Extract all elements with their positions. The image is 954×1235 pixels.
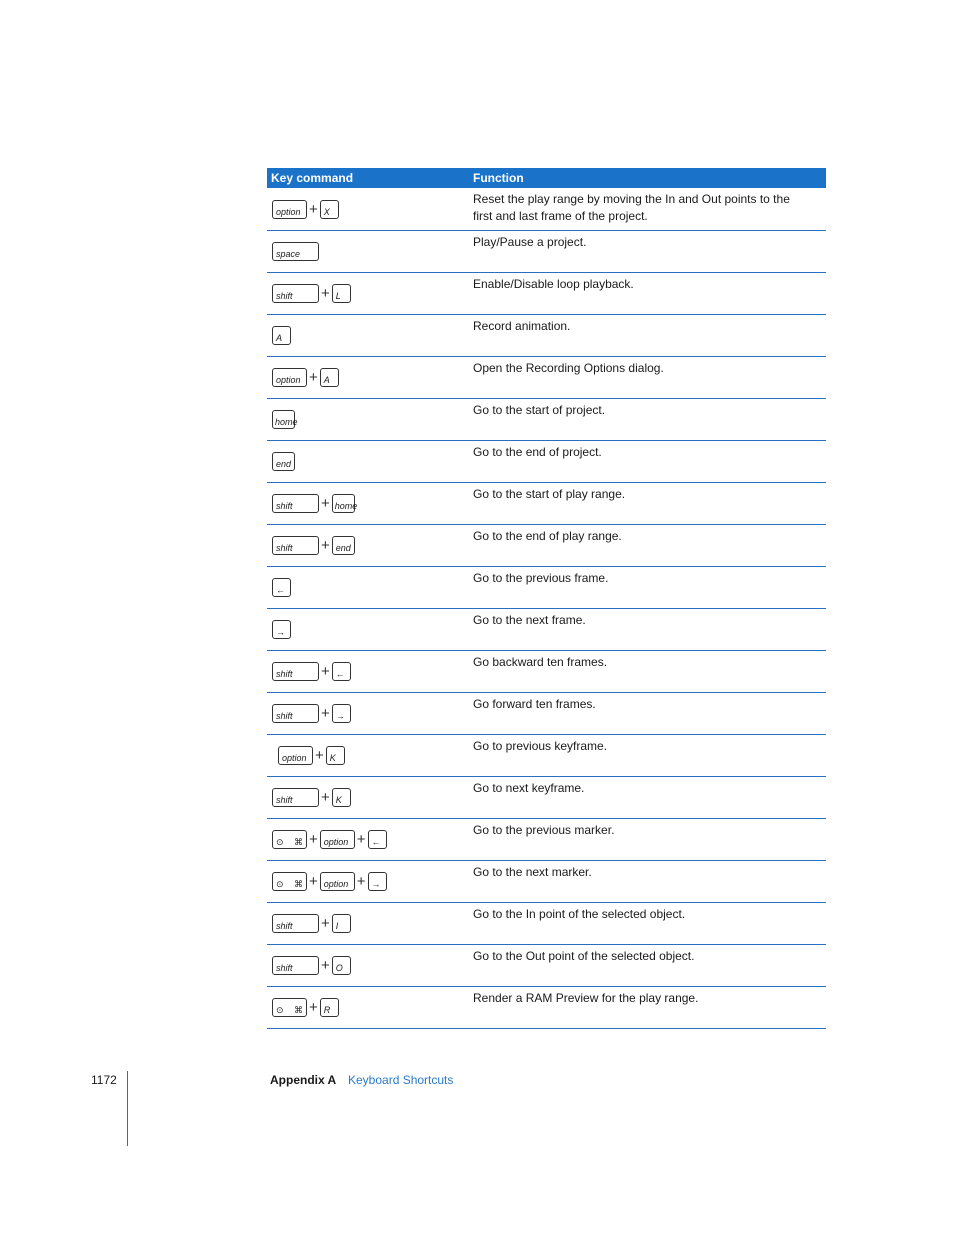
plus-sign: +: [321, 915, 330, 932]
key-combo: [272, 830, 387, 849]
plus-sign: +: [321, 789, 330, 806]
table-row: [267, 231, 826, 273]
key-command-cell: [267, 735, 473, 776]
function-description: Go to the previous marker.: [473, 823, 615, 837]
table-row: [267, 357, 826, 399]
table-row: [267, 399, 826, 441]
key-l: L: [332, 284, 351, 303]
function-description: Open the Recording Options dialog.: [473, 361, 664, 375]
table-row: [267, 987, 826, 1029]
key-a: A: [272, 326, 291, 345]
table-row: [267, 567, 826, 609]
left-arrow-key-icon: ←: [272, 578, 291, 597]
right-arrow-key-icon: →: [272, 620, 291, 639]
plus-sign: +: [309, 369, 318, 386]
key-combo: [272, 956, 351, 975]
shortcut-table: [267, 168, 826, 1029]
plus-sign: +: [309, 831, 318, 848]
key-command-cell: [267, 441, 473, 482]
function-description: Go to the end of play range.: [473, 529, 622, 543]
key-combo: [272, 368, 339, 387]
option-key: option: [320, 872, 355, 891]
key-command-cell: [267, 315, 473, 356]
key-command-cell: [267, 567, 473, 608]
key-r: R: [320, 998, 339, 1017]
key-command-cell: [267, 903, 473, 944]
key-combo: [272, 620, 291, 639]
table-row: [267, 735, 826, 777]
table-row: [267, 273, 826, 315]
command-key-icon: [272, 872, 307, 891]
key-command-cell: [267, 651, 473, 692]
header-key-command: Key command: [271, 171, 354, 185]
table-row: [267, 861, 826, 903]
table-header: [267, 168, 826, 188]
command-key-icon: [272, 830, 307, 849]
function-description: Go to next keyframe.: [473, 781, 585, 795]
plus-sign: +: [321, 285, 330, 302]
key-command-cell: [267, 357, 473, 398]
key-command-cell: [267, 399, 473, 440]
key-command-cell: [267, 777, 473, 818]
table-row: [267, 188, 826, 231]
table-row: [267, 945, 826, 987]
footer-section-link[interactable]: Keyboard Shortcuts: [348, 1073, 454, 1087]
function-description: Go to the Out point of the selected object.: [473, 949, 695, 963]
function-description: Go forward ten frames.: [473, 697, 596, 711]
key-command-cell: [267, 483, 473, 524]
key-combo: [272, 536, 355, 555]
command-icon: ⌘: [294, 1005, 303, 1015]
plus-sign: +: [356, 831, 366, 848]
key-command-cell: [267, 819, 473, 860]
end-key: end: [332, 536, 355, 555]
key-combo: [272, 452, 295, 471]
key-command-cell: [267, 273, 473, 314]
key-combo: [272, 200, 339, 219]
table-row: [267, 777, 826, 819]
option-key: option: [320, 830, 355, 849]
page-number: 1172: [91, 1073, 117, 1087]
plus-sign: +: [309, 999, 318, 1016]
plus-sign: +: [321, 957, 330, 974]
function-description: Go to the In point of the selected object.: [473, 907, 686, 921]
shift-key: shift: [272, 536, 319, 555]
key-combo: [272, 662, 351, 681]
key-k: K: [326, 746, 345, 765]
home-key: home: [272, 410, 295, 429]
table-row: [267, 651, 826, 693]
function-description: Go to the next frame.: [473, 613, 586, 627]
key-command-cell: [267, 693, 473, 734]
function-description: Render a RAM Preview for the play range.: [473, 991, 699, 1005]
key-combo: [272, 284, 351, 303]
function-description: Go to the end of project.: [473, 445, 602, 459]
key-combo: [272, 242, 319, 261]
function-description: Go to the next marker.: [473, 865, 592, 879]
key-combo: [272, 872, 387, 891]
plus-sign: +: [321, 495, 330, 512]
shift-key: shift: [272, 494, 319, 513]
function-description: Play/Pause a project.: [473, 235, 587, 249]
table-row: [267, 525, 826, 567]
command-icon: ⌘: [294, 837, 303, 847]
plus-sign: +: [309, 200, 318, 218]
left-arrow-key-icon: ←: [332, 662, 351, 681]
key-command-cell: [267, 861, 473, 902]
table-row: [267, 483, 826, 525]
function-description: Go to the start of project.: [473, 403, 606, 417]
key-k: K: [332, 788, 351, 807]
key-x: X: [320, 200, 339, 219]
function-description: Reset the play range by moving the In and Out points to the first and last frame of the project.: [473, 192, 790, 223]
home-key: home: [332, 494, 355, 513]
function-description: Go backward ten frames.: [473, 655, 608, 669]
key-combo: [278, 746, 345, 765]
table-row: [267, 315, 826, 357]
key-combo: [272, 704, 351, 723]
function-description: Go to the start of play range.: [473, 487, 626, 501]
key-command-cell: [267, 188, 473, 230]
key-command-cell: [267, 525, 473, 566]
key-combo: [272, 494, 358, 513]
right-arrow-key-icon: →: [332, 704, 351, 723]
function-description: Go to previous keyframe.: [473, 739, 608, 753]
function-description: Go to the previous frame.: [473, 571, 609, 585]
key-i: I: [332, 914, 351, 933]
key-command-cell: [267, 987, 473, 1028]
function-description: Enable/Disable loop playback.: [473, 277, 634, 291]
shift-key: shift: [272, 914, 319, 933]
footer-appendix: Appendix A: [270, 1073, 337, 1087]
option-key: option: [278, 746, 313, 765]
option-key: option: [272, 200, 307, 219]
key-combo: [272, 998, 339, 1017]
footer-divider: [127, 1071, 128, 1146]
key-combo: [272, 410, 298, 429]
table-row: [267, 903, 826, 945]
table-row: [267, 693, 826, 735]
shift-key: shift: [272, 284, 319, 303]
table-row: [267, 441, 826, 483]
apple-icon: ⊙: [276, 837, 284, 847]
table-row: [267, 819, 826, 861]
shift-key: shift: [272, 788, 319, 807]
plus-sign: +: [321, 705, 330, 722]
key-o: O: [332, 956, 351, 975]
key-combo: [272, 326, 291, 345]
table-row: [267, 609, 826, 651]
header-function: Function: [473, 171, 524, 185]
shift-key: shift: [272, 662, 319, 681]
key-command-cell: [267, 231, 473, 272]
left-arrow-key-icon: ←: [368, 830, 387, 849]
plus-sign: +: [321, 663, 330, 680]
command-key-icon: [272, 998, 307, 1017]
plus-sign: +: [309, 873, 318, 890]
command-icon: ⌘: [294, 879, 303, 889]
function-description: Record animation.: [473, 319, 571, 333]
shift-key: shift: [272, 704, 319, 723]
key-combo: [272, 914, 351, 933]
apple-icon: ⊙: [276, 879, 284, 889]
plus-sign: +: [321, 537, 330, 554]
key-combo: [272, 788, 351, 807]
right-arrow-key-icon: →: [368, 872, 387, 891]
key-a: A: [320, 368, 339, 387]
apple-icon: ⊙: [276, 1005, 284, 1015]
end-key: end: [272, 452, 295, 471]
shift-key: shift: [272, 956, 319, 975]
key-command-cell: [267, 945, 473, 986]
table-body: [267, 188, 826, 1029]
space-key: space: [272, 242, 319, 261]
key-command-cell: [267, 609, 473, 650]
option-key: option: [272, 368, 307, 387]
plus-sign: +: [315, 747, 324, 764]
plus-sign: +: [356, 873, 366, 890]
key-combo: [272, 578, 291, 597]
